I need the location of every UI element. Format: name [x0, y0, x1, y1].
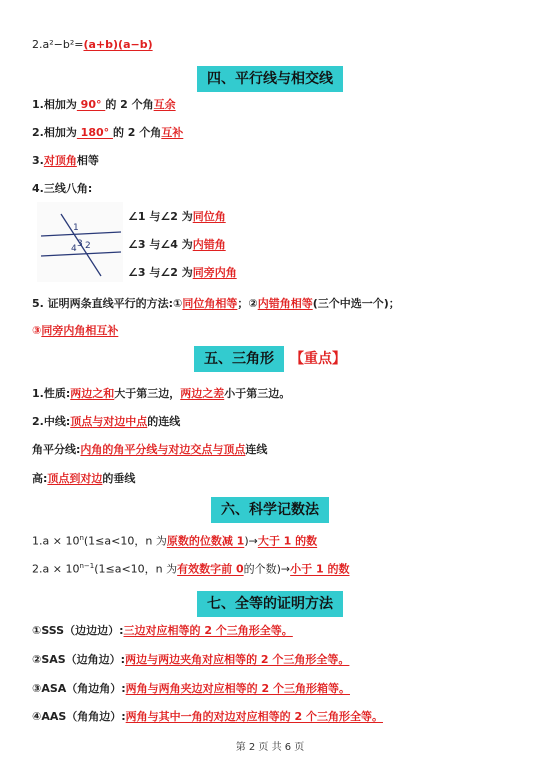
exponent: n: [79, 534, 84, 542]
item-text: 2.中线:: [32, 415, 71, 428]
list-item: [32, 442, 267, 458]
figure-label: 3: [77, 239, 83, 249]
item-answer: 互余: [153, 98, 176, 111]
figure-label: 4: [71, 244, 77, 254]
angle-item: [128, 237, 226, 253]
formula-answer: (a+b)(a−b): [83, 38, 153, 51]
item-text: 的 2 个角: [112, 126, 162, 139]
three-lines-figure: [37, 202, 123, 282]
list-item: [32, 558, 349, 578]
item-text: ∠3 与∠4 为: [128, 238, 193, 251]
item-answer: 两边之差: [180, 387, 225, 400]
list-item: [32, 681, 350, 697]
item-text: 5. 证明两条直线平行的方法:①: [32, 297, 183, 310]
list-item: [32, 125, 183, 141]
item-answer: 同位角: [192, 210, 226, 223]
item-text: 的 2 个角: [105, 98, 154, 111]
item-text: 小于第三边。: [224, 387, 291, 400]
formula-prefix: 2.a²−b²=: [32, 38, 84, 51]
item-answer: 小于 1 的数: [290, 562, 350, 576]
item-answer: 内错角: [192, 238, 226, 251]
item-answer: 内角的角平分线与对边交点与顶点: [80, 443, 246, 456]
item-text: ③: [32, 324, 42, 337]
section-tag: 【重点】: [290, 351, 346, 367]
item-text: ②SAS（边角边）:: [32, 653, 126, 666]
section-title: 七、全等的证明方法: [197, 591, 343, 617]
item-answer: 顶点到对边: [47, 472, 103, 485]
item-text: 1.性质:: [32, 387, 71, 400]
item-text: (1≤a<10，n 为: [94, 562, 178, 576]
list-item: [32, 386, 290, 402]
list-item: [32, 181, 92, 197]
item-answer: 同旁内角: [192, 266, 237, 279]
item-answer: 互补: [161, 126, 184, 139]
list-item: [32, 530, 317, 550]
item-answer: 两边与两边夹角对应相等的 2 个三角形全等。: [125, 653, 350, 666]
section-heading-5: [0, 346, 540, 372]
item-text: 2.相加为: [32, 126, 77, 139]
item-text: 相等: [76, 154, 99, 167]
item-text: 的垂线: [102, 472, 136, 485]
item-text: 的个数)→: [243, 562, 291, 576]
page-footer: 第 2 页 共 6 页: [235, 742, 305, 753]
figure-label: 1: [73, 223, 79, 233]
item-answer: 两边之和: [70, 387, 115, 400]
item-answer: 对顶角: [43, 154, 77, 167]
angle-item: [128, 265, 237, 281]
item-text: ③ASA（角边角）:: [32, 682, 126, 695]
list-item: [32, 323, 118, 339]
item-text: 大于第三边，: [114, 387, 181, 400]
item-text: 1.a × 10: [32, 534, 80, 548]
item-answer: 原数的位数减 1: [166, 534, 245, 548]
item-answer: 90°: [76, 98, 106, 111]
item-text: 角平分线:: [32, 443, 81, 456]
item-answer: 三边对应相等的 2 个三角形全等。: [123, 624, 293, 637]
section-heading-7: [0, 591, 540, 617]
item-text: ∠3 与∠2 为: [128, 266, 193, 279]
list-item: [32, 652, 349, 668]
section-heading-6: [0, 497, 540, 523]
item-text: ①SSS（边边边）:: [32, 624, 124, 637]
item-text: 3.: [32, 154, 44, 167]
section-title: 四、平行线与相交线: [197, 66, 343, 92]
item-text: 1.相加为: [32, 98, 77, 111]
figure-label: 2: [85, 241, 91, 251]
item-answer: 内错角相等: [257, 297, 313, 310]
angle-item: [128, 209, 226, 225]
exponent: n−1: [79, 562, 95, 570]
item-answer: 大于 1 的数: [257, 534, 318, 548]
item-answer: 两角与其中一角的对边对应相等的 2 个三角形全等。: [125, 710, 383, 723]
item-text: 的连线: [147, 415, 181, 428]
list-item: [32, 709, 383, 725]
list-item: [32, 414, 180, 430]
item-text: ；②: [237, 297, 258, 310]
item-text: 2.a × 10: [32, 562, 80, 576]
list-item: [32, 623, 293, 639]
lines-diagram: [37, 202, 123, 282]
list-item: [32, 153, 99, 169]
section-title: 六、科学记数法: [211, 497, 329, 523]
list-item: [32, 471, 135, 487]
item-text: 4.三线八角:: [32, 182, 93, 195]
item-text: 高:: [32, 472, 48, 485]
list-item: [32, 296, 400, 312]
section-heading-4: [0, 66, 540, 92]
item-text: )→: [244, 534, 258, 548]
item-answer: 有效数字前 0: [177, 562, 244, 576]
item-text: ④AAS（角角边）:: [32, 710, 126, 723]
item-answer: 同旁内角相互补: [41, 324, 119, 337]
item-answer: 顶点与对边中点: [70, 415, 148, 428]
item-text: (1≤a<10，n 为: [83, 534, 167, 548]
list-item: [32, 97, 176, 113]
item-text: 连线: [245, 443, 268, 456]
section-title: 五、三角形: [194, 346, 284, 372]
item-text: ∠1 与∠2 为: [128, 210, 193, 223]
item-answer: 两角与两角夹边对应相等的 2 个三角形箱等。: [125, 682, 350, 695]
item-answer: 同位角相等: [182, 297, 238, 310]
formula-line: [32, 37, 153, 53]
item-answer: 180°: [76, 126, 113, 139]
item-text: (三个中选一个)；: [312, 297, 400, 310]
